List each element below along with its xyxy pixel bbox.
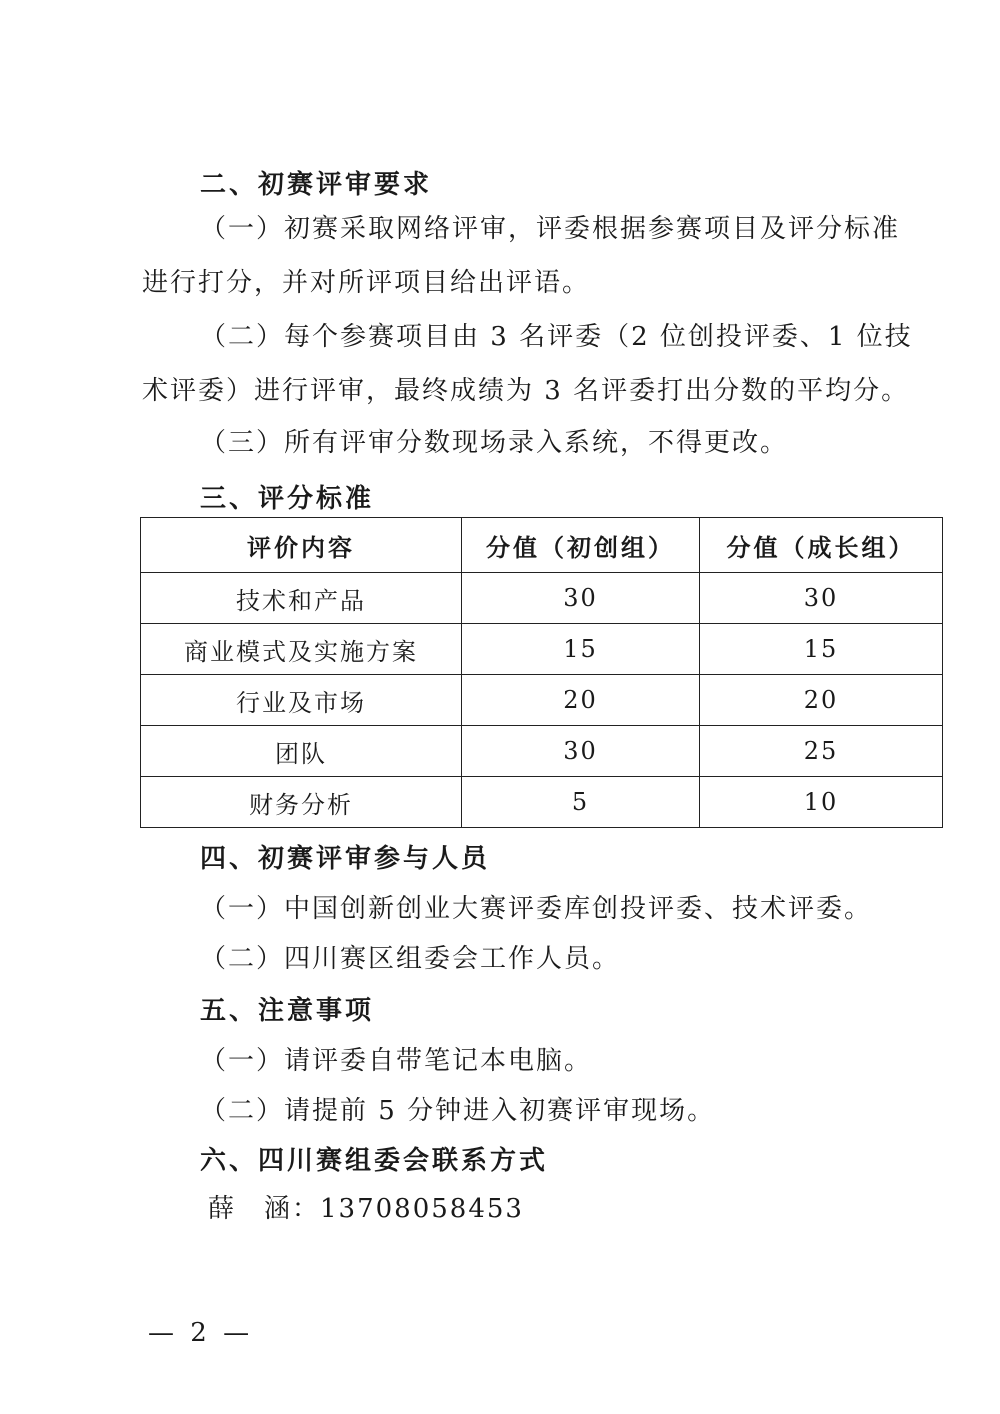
section3-heading: 三、评分标准	[200, 484, 375, 514]
section4-para2: （二）四川赛区组委会工作人员。	[200, 944, 621, 974]
cell-criteria: 技术和产品	[141, 573, 462, 624]
cell-growth-score: 20	[700, 675, 943, 726]
cell-growth-score: 25	[700, 726, 943, 777]
cell-criteria: 商业模式及实施方案	[141, 624, 462, 675]
section2-para1-line2: 进行打分，并对所评项目给出评语。	[142, 268, 591, 298]
scoring-table	[140, 517, 943, 828]
section5-para1: （一）请评委自带笔记本电脑。	[200, 1046, 593, 1076]
table-row	[141, 573, 943, 624]
cell-startup-score: 30	[462, 573, 700, 624]
cell-criteria: 财务分析	[141, 777, 462, 828]
table-row	[141, 726, 943, 777]
table-row	[141, 624, 943, 675]
section4-para1: （一）中国创新创业大赛评委库创投评委、技术评委。	[200, 894, 873, 924]
page-number: — 2 —	[148, 1318, 254, 1348]
table-row	[141, 777, 943, 828]
cell-growth-score: 15	[700, 624, 943, 675]
contact-line: 薛 涵：13708058453	[208, 1194, 524, 1224]
cell-criteria: 行业及市场	[141, 675, 462, 726]
cell-criteria: 团队	[141, 726, 462, 777]
cell-startup-score: 15	[462, 624, 700, 675]
section5-heading: 五、注意事项	[200, 996, 375, 1026]
section4-heading: 四、初赛评审参与人员	[200, 844, 491, 874]
table-header-row	[141, 518, 943, 573]
section2-heading: 二、初赛评审要求	[200, 170, 433, 200]
header-startup-score: 分值（初创组）	[462, 518, 700, 573]
section5-para2: （二）请提前 5 分钟进入初赛评审现场。	[200, 1096, 716, 1126]
header-growth-score: 分值（成长组）	[700, 518, 943, 573]
section2-para3: （三）所有评审分数现场录入系统，不得更改。	[200, 428, 789, 458]
table-row	[141, 675, 943, 726]
section2-para2-line2: 术评委）进行评审，最终成绩为 3 名评委打出分数的平均分。	[142, 376, 910, 406]
cell-growth-score: 10	[700, 777, 943, 828]
section2-para1-line1: （一）初赛采取网络评审，评委根据参赛项目及评分标准	[200, 214, 901, 244]
cell-growth-score: 30	[700, 573, 943, 624]
section2-para2-line1: （二）每个参赛项目由 3 名评委（2 位创投评委、1 位技	[200, 322, 913, 352]
header-criteria: 评价内容	[141, 518, 462, 573]
cell-startup-score: 30	[462, 726, 700, 777]
cell-startup-score: 20	[462, 675, 700, 726]
section6-heading: 六、四川赛组委会联系方式	[200, 1146, 549, 1176]
cell-startup-score: 5	[462, 777, 700, 828]
